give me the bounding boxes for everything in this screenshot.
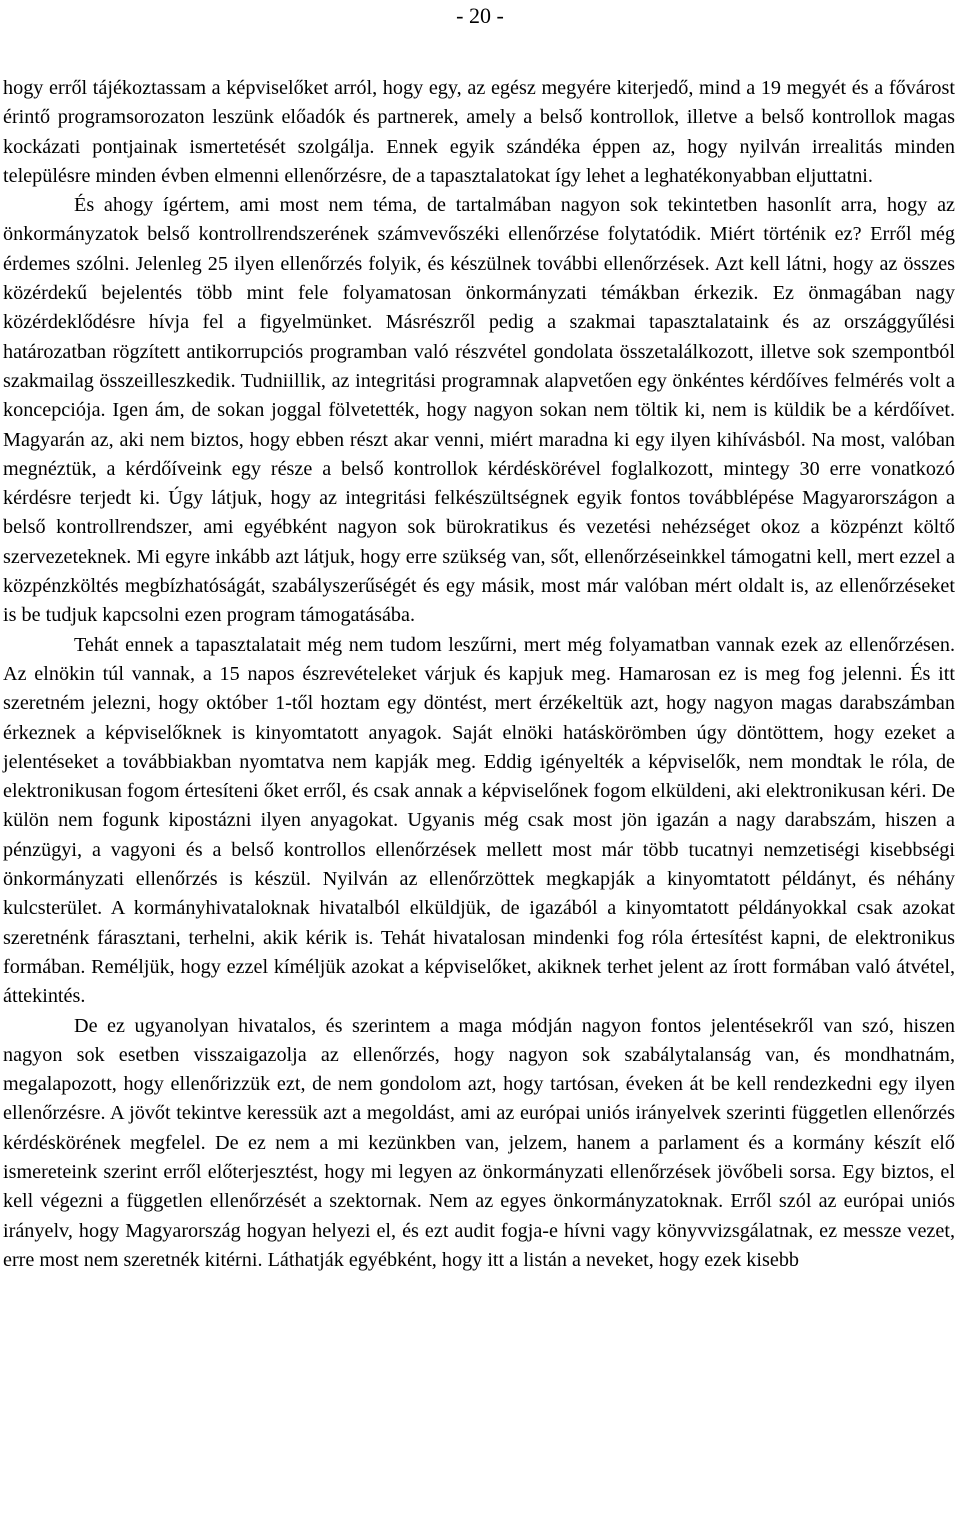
paragraph-3: Tehát ennek a tapasztalatait még nem tudom leszűrni, mert még folyamatban vannak ezek az ellenőrzésen. Az elnökin túl vannak, a 15 napos észrevételeket várjuk és kapjuk meg. Hamarosan ez is meg fog jelenni. És itt szeretném jelezni, hogy október 1-től hoztam egy döntést, mert érzékeltük azt, hogy nagyon magas darabszámban érkeznek a képviselőknek is kinyomtatott anyagok. Saját elnöki hatáskörömben úgy döntöttem, hogy ezeket a jelentéseket a továbbiakban nyomtatva nem kapják meg. Eddig igényelték a képviselők, nem mondtak le róla, de elektronikusan fogom értesíteni őket erről, és csak annak a képviselőnek fogom elküldeni, aki elektronikusan kéri. De külön nem fogunk kipostázni ilyen anyagokat. Ugyanis még csak most jön igazán a nagy darabszám, hiszen a pénzügyi, a vagyoni és a belső kontrollos ellenőrzések mellett most már több tucatnyi nemzetiségi kisebbségi önkormányzati ellenőrzés is készül. Nyilván az ellenőrzöttek megkapják a kinyomtatott példányt, és néhány kulcsterület. A kormányhivataloknak hivatalból elküldjük, de igazából a kinyomtatott példányokkal csak azokat szeretnénk fárasztani, terhelni, akik kérik is. Tehát hivatalosan mindenki fog róla értesítést kapni, de elektronikus formában. Reméljük, hogy ezzel kíméljük azokat a képviselőket, akiknek terhet jelent az írott formában való átvétel, áttekintés. xyxy=(3,633,955,1008)
paragraph-1: hogy erről tájékoztassam a képviselőket arról, hogy egy, az egész megyére kiterjedő, mind a 19 megyét és a fővárost érintő programsorozaton leszünk előadók és partnerek, amely a belső kontrollok, illetve a belső kontrollok magas kockázati pontjainak ismertetését szolgálja. Ennek egyik szándéka éppen az, hogy nyilván irrealitás minden településre minden évben elmenni ellenőrzésre, de a tapasztalatokat így lehet a leghatékonyabban eljuttatni. xyxy=(3,77,955,187)
page-number: - 20 - xyxy=(456,3,504,28)
paragraph-2: És ahogy ígértem, ami most nem téma, de tartalmában nagyon sok tekintetben hasonlít arra, hogy az önkormányzatok belső kontrollrendszerének számvevőszéki ellenőrzése folytatódik. Miért történik ez? Erről még érdemes szólni. Jelenleg 25 ilyen ellenőrzés folyik, és készülnek további ellenőrzések. Azt kell látni, hogy az összes közérdekű bejelentés több mint fele folyamatosan önkormányzati témákban érkezik. Ez önmagában nagy közérdeklődésre hívja fel a figyelmünket. Másrészről pedig a szakmai tapasztalataink és az országgyűlési határozatban rögzített antikorrupciós programban való részvétel gondolata összetalálkozott, illetve sok szempontból szakmailag összeilleszkedik. Tudniillik, az integritási programnak alapvetően egy önkéntes kérdőíves felmérés volt a koncepciója. Igen ám, de sokan joggal fölvetették, hogy nagyon sokan nem töltik ki, nem is küldik be a kérdőívet. Magyarán az, aki nem biztos, hogy ebben részt akar venni, miért maradna ki egy ilyen kihívásból. Na most, valóban megnéztük, a kérdőíveink egy része a belső kontrollok kérdéskörével foglalkozott, mintegy 30 erre vonatkozó kérdésre terjedt ki. Úgy látjuk, hogy az integritási felkészültségnek egyik fontos továbblépése Magyarországon a belső kontrollrendszer, ami egyébként nagyon sok bürokratikus és vezetési nehézséget okoz a közpénzt költő szervezeteknek. Mi egyre inkább azt látjuk, hogy erre szükség van, sőt, ellenőrzéseinkkel támogatni kell, mert ezzel a közpénzköltés megbízhatóságát, szabályszerűségét és egy másik, most már valóban mért oldalt is, az ellenőrzéseket is be tudjuk kapcsolni ezen program támogatásába. xyxy=(3,194,955,627)
document-body xyxy=(3,74,955,1275)
paragraph-4: De ez ugyanolyan hivatalos, és szerintem a maga módján nagyon fontos jelentésekről van szó, hiszen nagyon sok esetben visszaigazolja az ellenőrzés, hogy nagyon sok szabálytalanság van, és mondhatnám, megalapozott, hogy ellenőrizzük ezt, de nem gondolom azt, hogy tartósan, éveken át be kell rendezkedni egy ilyen ellenőrzésre. A jövőt tekintve keressük azt a megoldást, ami az európai uniós irányelvek szerinti független ellenőrzés kérdéskörének megfelel. De ez nem a mi kezünkben van, jelzem, hanem a parlament és a kormány készít elő ismereteink szerint erről előterjesztést, hogy mi legyen az önkormányzati ellenőrzések jövőbeli sorsa. Egy biztos, el kell végezni a független ellenőrzését a szektornak. Nem az egyes önkormányzatoknak. Erről szól az európai uniós irányelv, hogy Magyarország hogyan helyezi el, és ezt audit fogja-e hívni vagy könyvvizsgálatnak, ez messze vezet, erre most nem szeretnék kitérni. Láthatják egyébként, hogy itt a listán a neveket, hogy ezek kisebb xyxy=(3,1014,955,1271)
